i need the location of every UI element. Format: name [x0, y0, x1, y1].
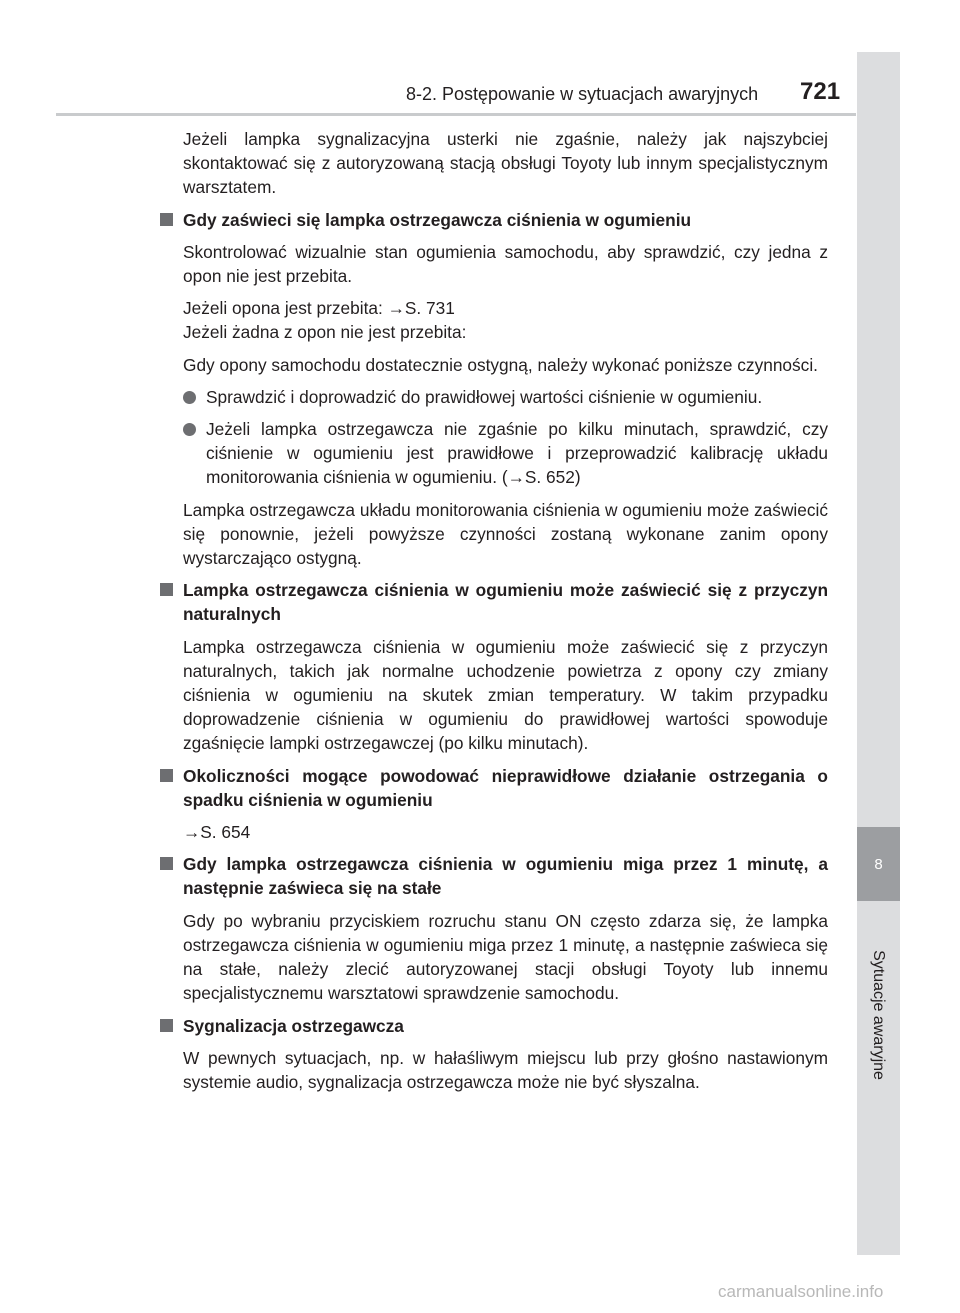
section-heading	[160, 764, 828, 812]
paragraph: Gdy po wybraniu przyciskiem rozruchu stanu ON często zdarza się, że lampka ostrzegawcza ciśnienia w ogumieniu miga przez 1 minutę, a następnie zaświeca się na stałe, należy zlecić autoryzowanej stacji obsługi Toyoty lub innemu specjalistycznemu warsztatowi sprawdzenie samochodu.	[183, 910, 828, 1004]
page-content	[160, 127, 828, 1102]
cross-reference-line: Jeżeli opona jest przebita: →S. 731	[183, 298, 455, 319]
list-item-text: Sprawdzić i doprowadzić do prawidłowej wartości ciśnienie w ogumieniu.	[206, 386, 763, 407]
square-bullet-icon	[160, 1019, 173, 1032]
section-heading	[160, 852, 828, 900]
chapter-number-tab[interactable]: 8	[857, 827, 900, 901]
paragraph: Skontrolować wizualnie stan ogumienia samochodu, aby sprawdzić, czy jedna z opon nie jest przebita.	[183, 241, 828, 287]
paragraph: Lampka ostrzegawcza układu monitorowania ciśnienia w ogumieniu może zaświecić się ponownie, jeżeli powyższe czynności zostaną wykonane zanim opony wystarczająco ostygną.	[183, 499, 828, 569]
section-heading	[160, 578, 828, 626]
paragraph: Lampka ostrzegawcza ciśnienia w ogumieniu może zaświecić się z przyczyn naturalnych, takich jak normalne uchodzenie powietrza z opony czy zmiany ciśnienia w ogumieniu na skutek zmian temperatury. W takim przypadku doprowadzenie ciśnienia w ogumieniu do prawidłowej wartości spowoduje zgaśnięcie lampki ostrzegawczej (po kilku minutach).	[183, 636, 828, 754]
section-heading-text: Okoliczności mogące powodować nieprawidłowe działanie ostrzegania o spadku ciśnienia w ogumieniu	[183, 765, 828, 810]
square-bullet-icon	[160, 769, 173, 782]
square-bullet-icon	[160, 583, 173, 596]
header-divider	[56, 113, 856, 116]
section-heading-text: Lampka ostrzegawcza ciśnienia w ogumieniu może zaświecić się z przyczyn naturalnych	[183, 580, 828, 625]
section-heading-text: Sygnalizacja ostrzegawcza	[183, 1015, 404, 1036]
section-heading-text: Gdy zaświeci się lampka ostrzegawcza ciśnienia w ogumieniu	[183, 209, 692, 230]
list-item	[160, 385, 828, 409]
page-number: 721	[800, 78, 841, 105]
intro-paragraph: Jeżeli lampka sygnalizacyjna usterki nie zgaśnie, należy jak najszybciej skontaktować się z autoryzowaną stacją obsługi Toyoty lub innym specjalistycznym warsztatem.	[183, 129, 828, 198]
square-bullet-icon	[160, 857, 173, 870]
list-item	[160, 417, 828, 490]
watermark: carmanualsonline.info	[718, 1282, 884, 1301]
section-heading	[160, 1014, 828, 1038]
section-heading-text: Gdy lampka ostrzegawcza ciśnienia w ogumieniu miga przez 1 minutę, a następnie zaświeca się na stałe	[183, 854, 828, 899]
paragraph	[160, 296, 828, 344]
paragraph: Gdy opony samochodu dostatecznie ostygną, należy wykonać poniższe czynności.	[183, 354, 818, 375]
chapter-label: Sytuacje awaryjne	[870, 950, 887, 1080]
cross-reference: →S. 654	[183, 822, 251, 843]
page-header	[0, 0, 960, 118]
section-title: 8-2. Postępowanie w sytuacjach awaryjnych	[406, 84, 759, 104]
section-heading	[160, 208, 828, 232]
square-bullet-icon	[160, 213, 173, 226]
paragraph-line: Jeżeli żadna z opon nie jest przebita:	[183, 322, 467, 343]
circle-bullet-icon	[183, 423, 196, 436]
paragraph: W pewnych sytuacjach, np. w hałaśliwym miejscu lub przy głośno nastawionym systemie audio, sygnalizacja ostrzegawcza może nie być słyszalna.	[183, 1047, 828, 1092]
list-item-text: Jeżeli lampka ostrzegawcza nie zgaśnie po kilku minutach, sprawdzić, czy ciśnienie w ogumieniu jest prawidłowe i przeprowadzić kalibrację układu monitorowania ciśnienia w ogumieniu. (→S. 652)	[206, 419, 828, 488]
circle-bullet-icon	[183, 391, 196, 404]
